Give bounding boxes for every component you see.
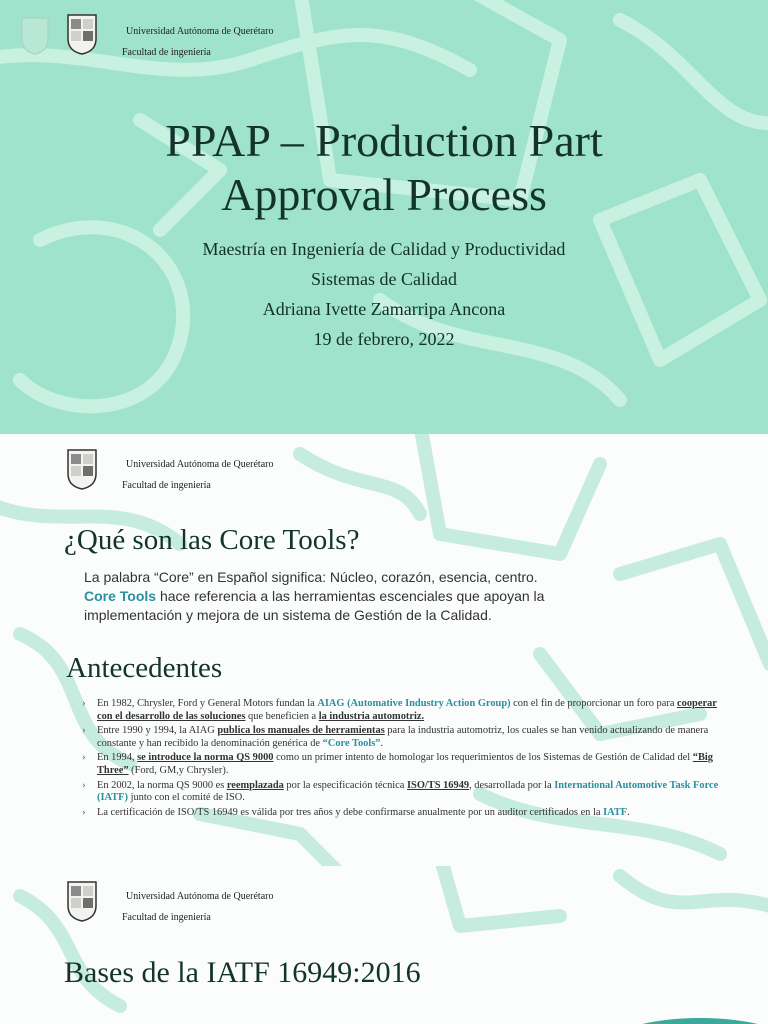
subtitle-date: 19 de febrero, 2022: [313, 329, 455, 349]
qs9000-highlight: se introduce la norma QS 9000: [137, 752, 274, 764]
text: .: [380, 737, 384, 749]
core-tools-term: Core Tools: [84, 588, 157, 604]
faculty-name: Facultad de ingeniería: [122, 480, 211, 491]
text: En 1982, Chrysler, Ford y General Motors fundan la: [97, 698, 318, 709]
faculty-logo-icon: [20, 15, 50, 55]
definition-line-3: implementación y mejora de un sistema de Gestión de la Calidad.: [84, 607, 492, 623]
definition-line-1: La palabra “Core” en Español significa: Núcleo, corazón, esencia, centro.: [84, 569, 538, 585]
university-shield-icon: [66, 13, 96, 53]
iso-ts-highlight: ISO/TS 16949: [407, 779, 470, 791]
university-name: Universidad Autónoma de Querétaro: [126, 459, 274, 470]
definition-line-2: [84, 587, 744, 606]
text: que beneficien a: [245, 710, 319, 722]
big-three-highlight: “Big Three”: [97, 752, 713, 776]
text: junto con el comité de ISO.: [127, 792, 245, 804]
text: .: [627, 806, 630, 818]
subtitle-course: Sistemas de Calidad: [311, 269, 457, 289]
iatf-heading: Bases de la IATF 16949:2016: [64, 956, 421, 989]
text: En 1994,: [97, 752, 138, 764]
text: por la especificación técnica: [283, 779, 408, 791]
list-item: [82, 780, 722, 805]
text: (Ford, GM,y Chrysler).: [128, 764, 229, 776]
text: para la industria automotriz, los cuales se han venido actualizando de manera constante y han recibido la denominación genérica de: [97, 725, 709, 749]
faculty-name: Facultad de ingeniería: [122, 47, 211, 58]
presentation-title: [0, 114, 768, 222]
background-pattern: [0, 866, 768, 1024]
text: como un primer intento de homologar los requerimientos de los Sistemas de Gestión de Calidad del: [273, 752, 693, 764]
slide-iatf-bases: [0, 866, 768, 1024]
cooperar-highlight: cooperar con el desarrollo de las soluciones: [97, 698, 717, 722]
list-item: [82, 725, 722, 750]
list-item: [82, 752, 722, 777]
iatf-highlight: IATF: [603, 806, 628, 818]
slide-core-tools: [0, 434, 768, 866]
definition-line-2-rest: hace referencia a las herramientas escenciales que apoyan la: [156, 588, 545, 604]
reemplazada-highlight: reemplazada: [226, 779, 284, 791]
university-shield-icon: [66, 448, 96, 488]
slide-title: [0, 0, 768, 434]
subtitle-program: Maestría en Ingeniería de Calidad y Productividad: [202, 239, 566, 259]
list-item: [82, 807, 722, 820]
text: En 2002, la norma QS 9000 es: [97, 779, 227, 791]
title-line-1: PPAP – Production Part: [165, 115, 603, 166]
core-tools-highlight: “Core Tools”: [322, 737, 381, 749]
core-tools-heading: ¿Qué son las Core Tools?: [64, 524, 360, 556]
text: Entre 1990 y 1994, la AIAG: [97, 725, 218, 737]
text: , desarrollada por la: [469, 779, 555, 791]
aiag-highlight: AIAG (Automative Industry Action Group): [317, 698, 511, 709]
text: La certificación de ISO/TS 16949 es válida por tres años y debe confirmarse anualmente por un auditor certificados en la: [97, 806, 604, 818]
iatf-highlight: International Automotive Task Force (IATF): [97, 779, 719, 804]
subtitle-author: Adriana Ivette Zamarripa Ancona: [262, 299, 506, 319]
university-name: Universidad Autónoma de Querétaro: [126, 26, 274, 37]
university-name: Universidad Autónoma de Querétaro: [126, 891, 274, 902]
university-shield-icon: [66, 880, 96, 920]
antecedentes-heading: Antecedentes: [66, 652, 223, 684]
publica-highlight: publica los manuales de herramientas: [217, 725, 385, 737]
decorative-shape: [610, 1018, 768, 1024]
antecedentes-list: [82, 698, 722, 821]
core-tools-definition: [84, 568, 744, 625]
list-item: [82, 698, 722, 723]
faculty-name: Facultad de ingeniería: [122, 912, 211, 923]
text: con el fin de proporcionar un foro para: [510, 698, 678, 709]
industria-highlight: la industria automotriz.: [318, 710, 425, 722]
title-line-2: Approval Process: [221, 169, 547, 220]
